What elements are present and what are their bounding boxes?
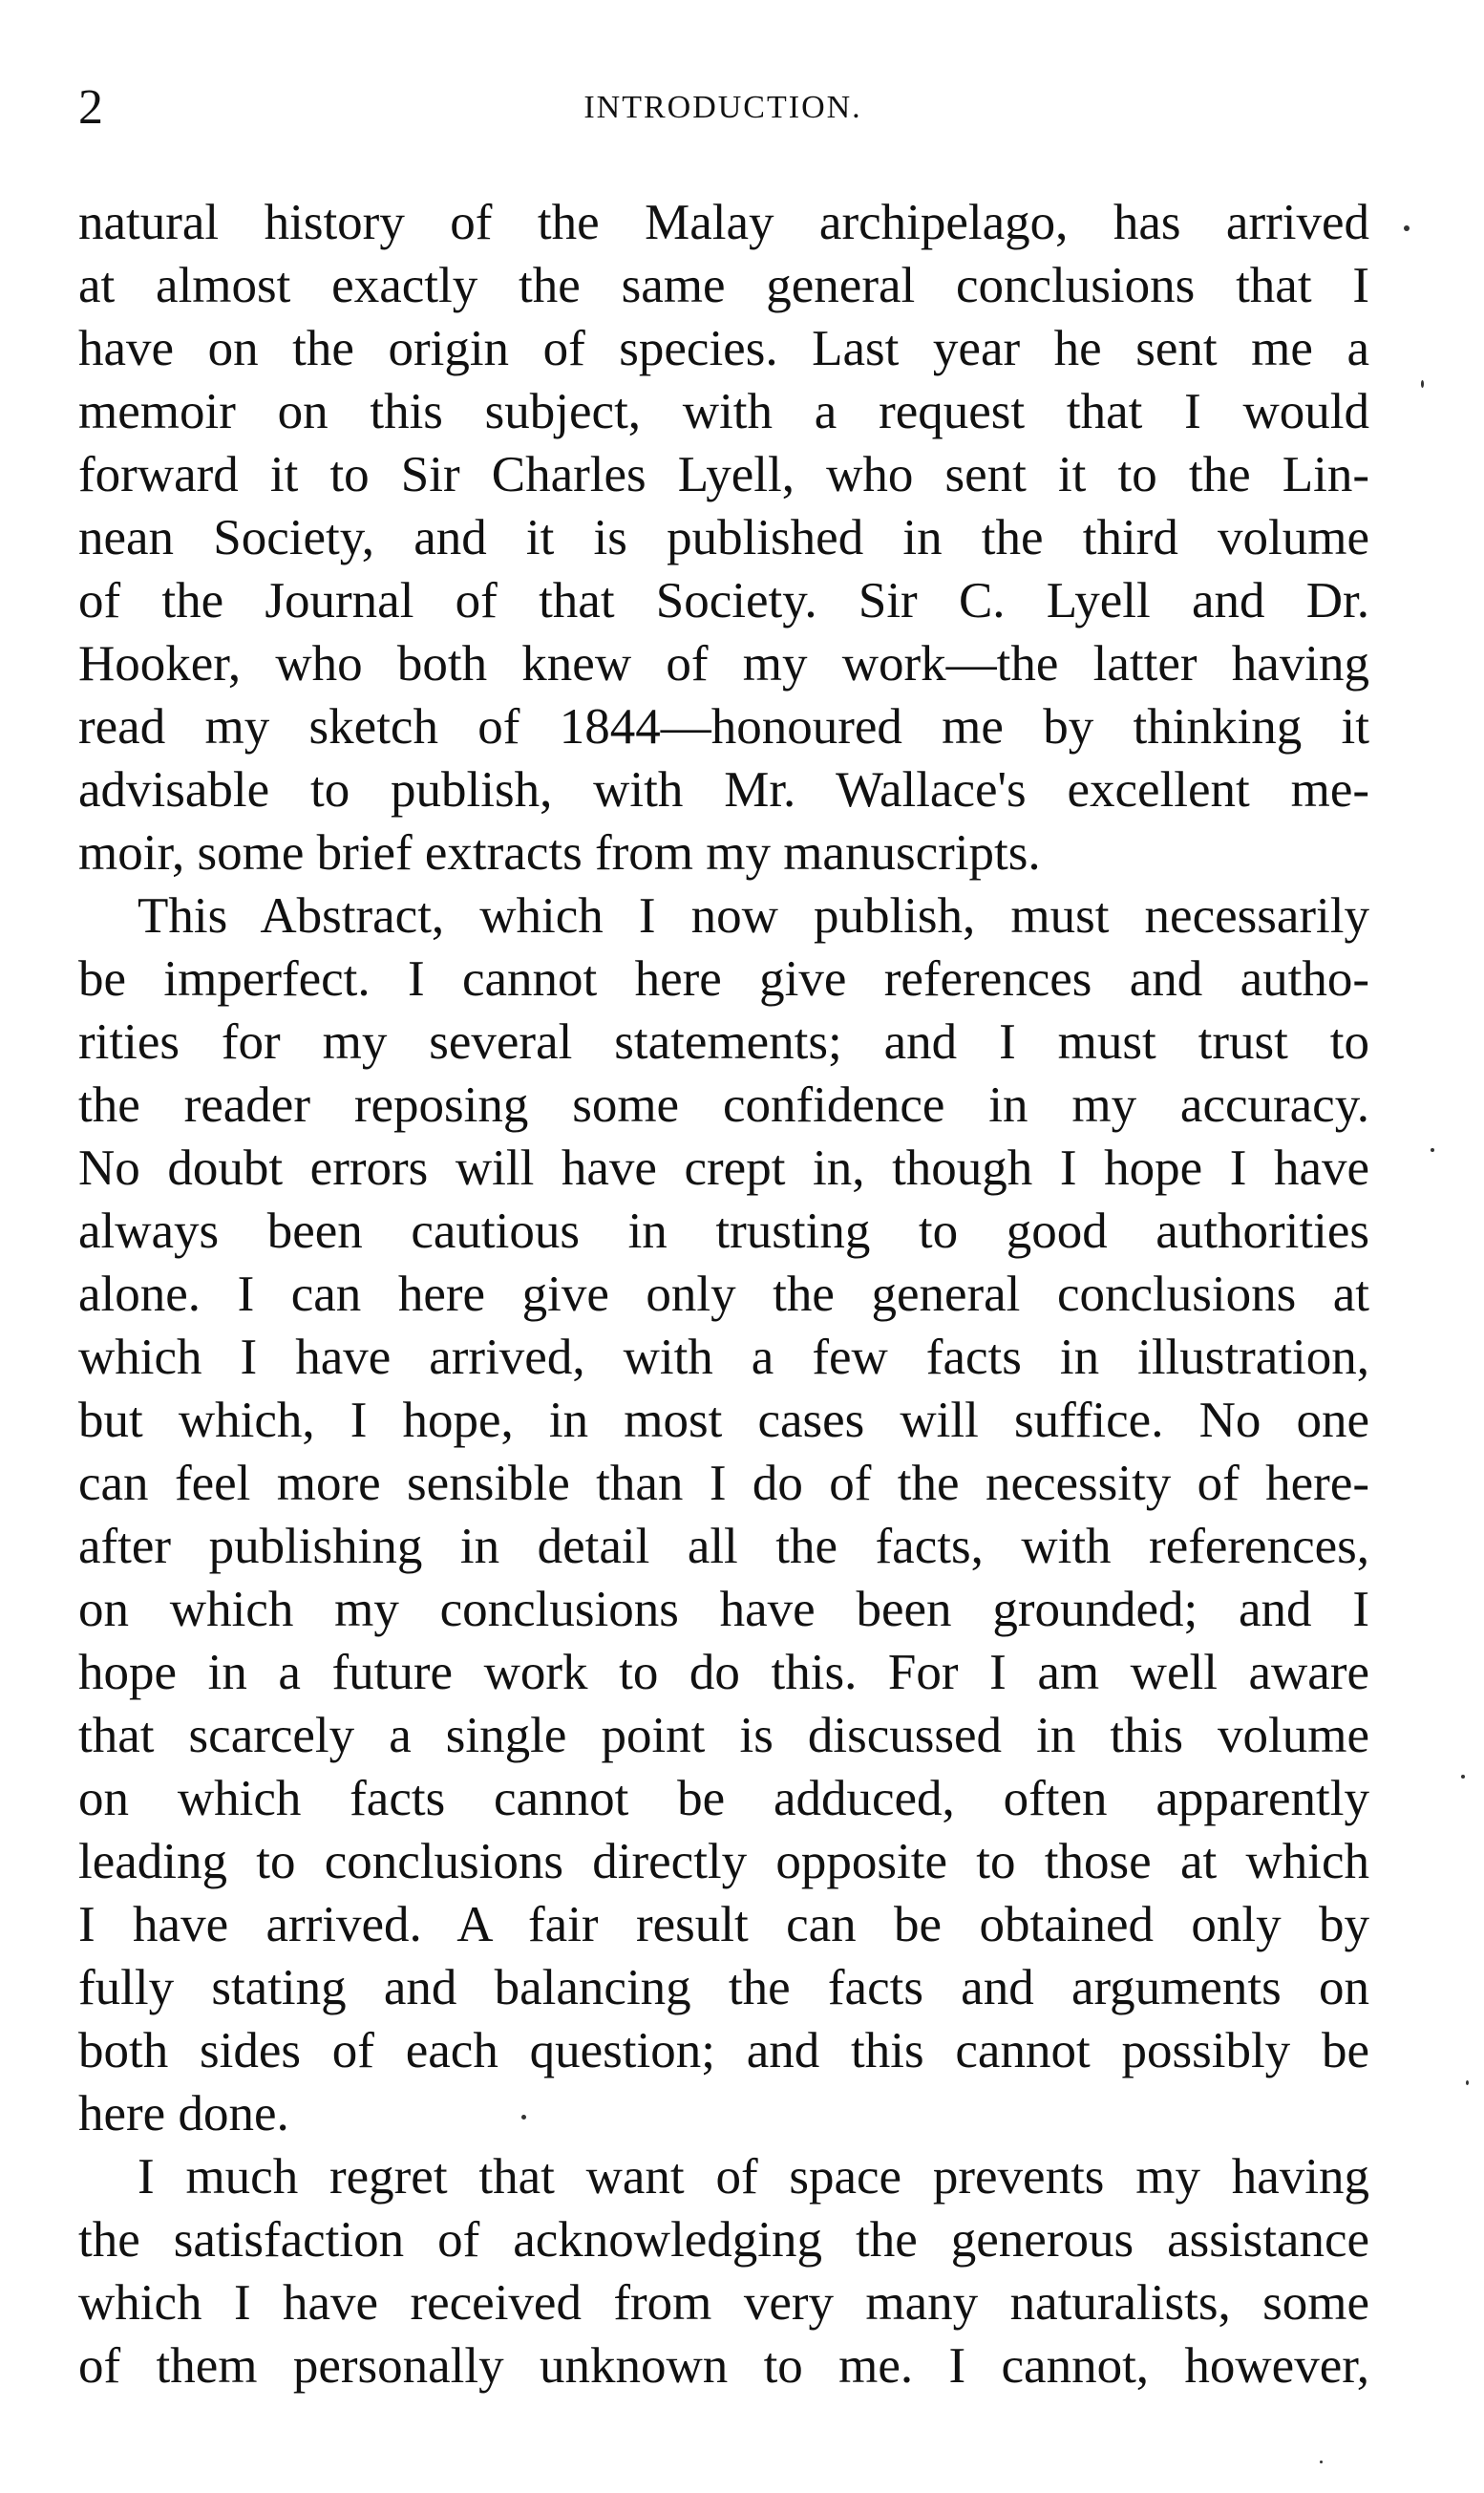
page-header xyxy=(78,75,1367,141)
text-line: of them personally unknown to me. I cannot, however, xyxy=(78,2338,1369,2394)
text-line: can feel more sensible than I do of the necessity of here- xyxy=(78,1456,1369,1511)
scan-speck xyxy=(1421,380,1424,388)
text-line: read my sketch of 1844—honoured me by thinking it xyxy=(78,699,1369,755)
text-line: alone. I can here give only the general conclusions at xyxy=(78,1267,1369,1322)
text-line: on which facts cannot be adduced, often apparently xyxy=(78,1771,1369,1826)
text-line: after publishing in detail all the facts, with references, xyxy=(78,1519,1369,1574)
text-line: but which, I hope, in most cases will suffice. No one xyxy=(78,1393,1369,1448)
scan-speck xyxy=(1461,1775,1465,1779)
text-line: fully stating and balancing the facts and arguments on xyxy=(78,1960,1369,2015)
text-line: memoir on this subject, with a request that I would xyxy=(78,384,1369,439)
text-line: have on the origin of species. Last year he sent me a xyxy=(78,321,1369,376)
text-line: No doubt errors will have crept in, though I hope I have xyxy=(78,1140,1369,1196)
text-line: both sides of each question; and this cannot possibly be xyxy=(78,2023,1369,2078)
paragraph-2 xyxy=(78,884,1369,2145)
page-number: 2 xyxy=(78,80,103,135)
text-line: nean Society, and it is published in the third volume xyxy=(78,510,1369,565)
text-line: I much regret that want of space prevents my having xyxy=(138,2149,1369,2205)
text-line: which I have received from very many naturalists, some xyxy=(78,2275,1369,2331)
text-line: that scarcely a single point is discussed in this volume xyxy=(78,1708,1369,1763)
text-line: the reader reposing some confidence in my accuracy. xyxy=(78,1077,1369,1133)
running-title: INTRODUCTION. xyxy=(583,90,862,125)
text-line: rities for my several statements; and I must trust to xyxy=(78,1014,1369,1070)
text-line: of the Journal of that Society. Sir C. Lyell and Dr. xyxy=(78,573,1369,629)
text-line: at almost exactly the same general conclusions that I xyxy=(78,258,1369,313)
text-line: moir, some brief extracts from my manuscripts. xyxy=(78,825,1041,881)
paragraph-3 xyxy=(78,2145,1369,2397)
scan-speck xyxy=(1320,2461,1323,2463)
text-line: the satisfaction of acknowledging the generous assistance xyxy=(78,2212,1369,2268)
paragraph-1 xyxy=(78,191,1369,884)
body-text xyxy=(78,191,1369,2397)
text-line: This Abstract, which I now publish, must necessarily xyxy=(138,888,1369,944)
text-line: which I have arrived, with a few facts in illustration, xyxy=(78,1330,1369,1385)
scan-speck xyxy=(521,2115,526,2120)
text-line: here done. xyxy=(78,2086,289,2141)
text-line: be imperfect. I cannot here give references and autho- xyxy=(78,951,1369,1007)
text-line: leading to conclusions directly opposite to those at which xyxy=(78,1834,1369,1889)
text-line: forward it to Sir Charles Lyell, who sent it to the Lin- xyxy=(78,447,1369,502)
text-line: hope in a future work to do this. For I am well aware xyxy=(78,1645,1369,1700)
text-line: natural history of the Malay archipelago, has arrived xyxy=(78,195,1369,250)
text-line: Hooker, who both knew of my work—the latter having xyxy=(78,636,1369,692)
text-line: I have arrived. A fair result can be obtained only by xyxy=(78,1897,1369,1952)
scan-speck xyxy=(1466,2080,1469,2085)
text-line: always been cautious in trusting to good authorities xyxy=(78,1204,1369,1259)
scan-speck xyxy=(1431,1148,1434,1152)
text-line: advisable to publish, with Mr. Wallace's excellent me- xyxy=(78,762,1369,818)
text-line: on which my conclusions have been grounded; and I xyxy=(78,1582,1369,1637)
scan-speck xyxy=(1404,225,1410,231)
